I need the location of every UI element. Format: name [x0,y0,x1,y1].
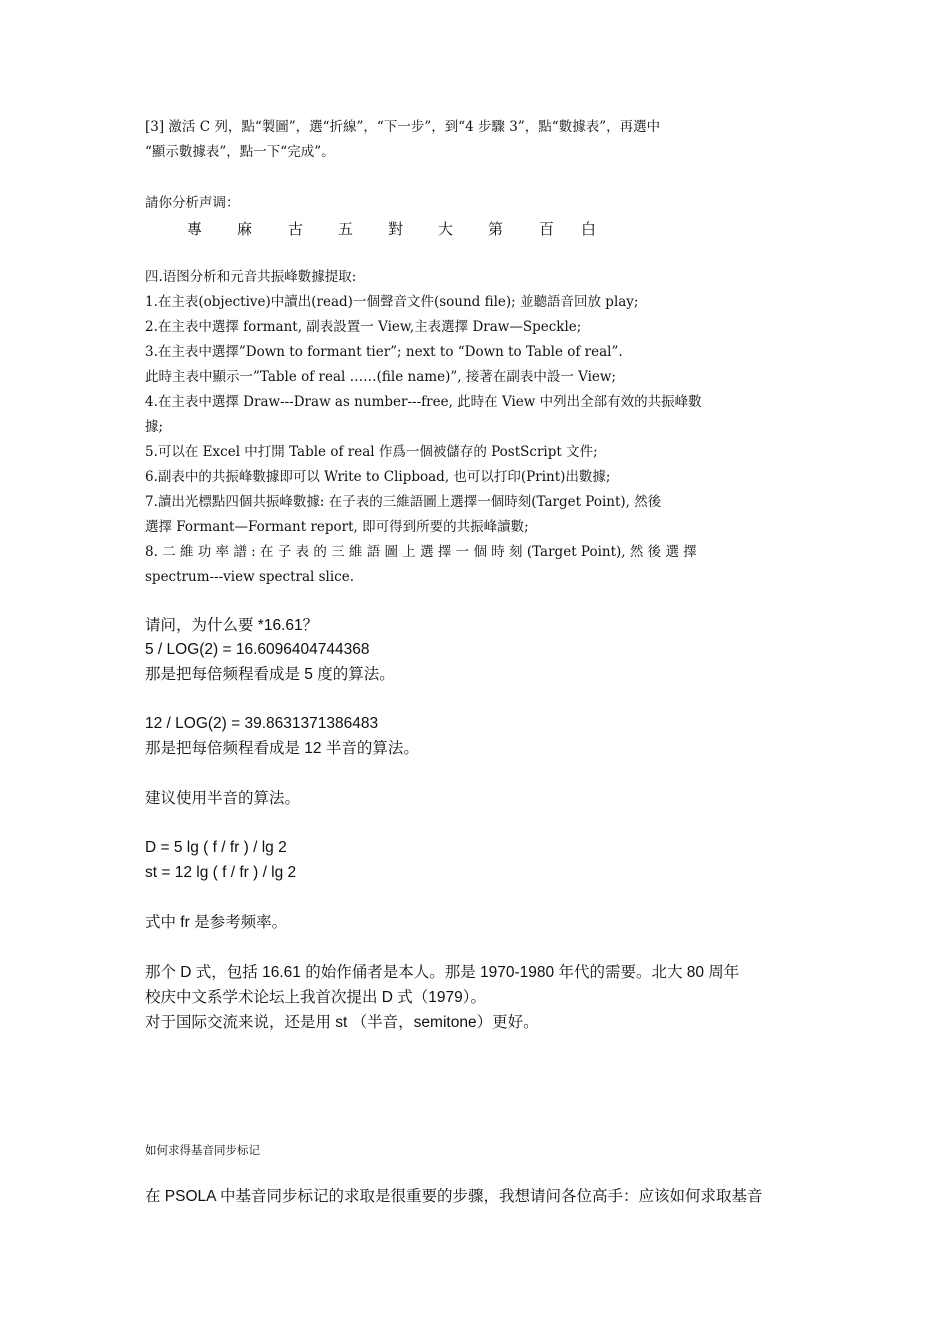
formula-question: 请问，为什么要 *16.61？ [145,617,319,634]
section4-step: 選擇 Formant—Formant report, 即可得到所要的共振峰讀數; [145,519,529,535]
section4-step: 4.在主表中選擇 Draw---Draw as number---free, 此時在 View 中列出全部有效的共振峰數 [145,394,702,410]
tone-char: 第 [488,220,504,238]
psola-body: 在 PSOLA 中基音同步标记的求取是很重要的步骤，我想请问各位高手：应该如何求取基音 [145,1188,763,1205]
formula-explain-5: 那是把每倍频程看成是 5 度的算法。 [145,666,395,683]
tone-char: 對 [388,220,404,238]
formula-calc-5: 5 / LOG(2) = 16.6096404744368 [145,641,370,658]
formula-explain-12: 那是把每倍频程看成是 12 半音的算法。 [145,740,419,757]
tone-char: 白 [581,220,597,238]
history-line: 对于国际交流来说，还是用 st （半音，semitone）更好。 [145,1014,539,1031]
section4-step: 2.在主表中選擇 formant, 副表設置一 View,主表選擇 Draw—Speckle; [145,319,582,335]
formula-suggestion: 建议使用半音的算法。 [145,790,301,807]
tone-char: 古 [288,220,304,238]
section3-line2: “顯示數據表”，點一下“完成”。 [145,144,335,160]
section4-step: 1.在主表(objective)中讀出(read)一個聲音文件(sound file); 並聽語音回放 play; [145,294,639,310]
tone-char: 百 [539,220,555,238]
section4-step: 此時主表中顯示一”Table of real ……(file name)”, 接著在副表中設一 View; [145,369,617,385]
section4-step: 據; [145,419,164,435]
tone-prompt: 請你分析声调： [145,195,240,211]
tone-char: 五 [338,220,354,238]
equation-st: st = 12 lg ( f / fr ) / lg 2 [145,864,297,881]
history-line: 那个 D 式，包括 16.61 的始作俑者是本人。那是 1970-1980 年代的需要。北大 80 周年 [145,964,740,981]
section4-heading: 四.语图分析和元音共振峰數據提取: [145,269,357,285]
tone-char: 麻 [237,220,253,238]
equation-where: 式中 fr 是参考频率。 [145,914,288,931]
document-page [145,0,810,1344]
tone-char: 專 [187,220,203,238]
section4-step: 3.在主表中選擇”Down to formant tier”; next to “Down to Table of real”. [145,344,623,360]
section4-step: 5.可以在 Excel 中打開 Table of real 作爲一個被儲存的 PostScript 文件; [145,444,598,460]
section3-line1: [3] 激活 C 列，點“製圖”，選“折線”，“下一步”，到“4 步驟 3”，點“數據表”，再選中 [145,119,661,135]
section4-step: 6.副表中的共振峰數據即可以 Write to Clipboad, 也可以打印(Print)出數據; [145,469,611,485]
psola-title: 如何求得基音同步标记 [145,1143,260,1157]
equation-d: D = 5 lg ( f / fr ) / lg 2 [145,839,287,856]
formula-calc-12: 12 / LOG(2) = 39.8631371386483 [145,715,379,732]
section4-step: spectrum---view spectral slice. [145,569,355,585]
tone-char: 大 [438,220,454,238]
history-line: 校庆中文系学术论坛上我首次提出 D 式（1979）。 [145,989,487,1006]
section4-step: 8. 二 維 功 率 譜 : 在 子 表 的 三 維 語 圖 上 選 擇 一 個 時 刻 (Target Point), 然 後 選 擇 [145,544,697,560]
section4-step: 7.讀出光標點四個共振峰數據: 在子表的三維語圖上選擇一個時刻(Target Point), 然後 [145,494,662,510]
